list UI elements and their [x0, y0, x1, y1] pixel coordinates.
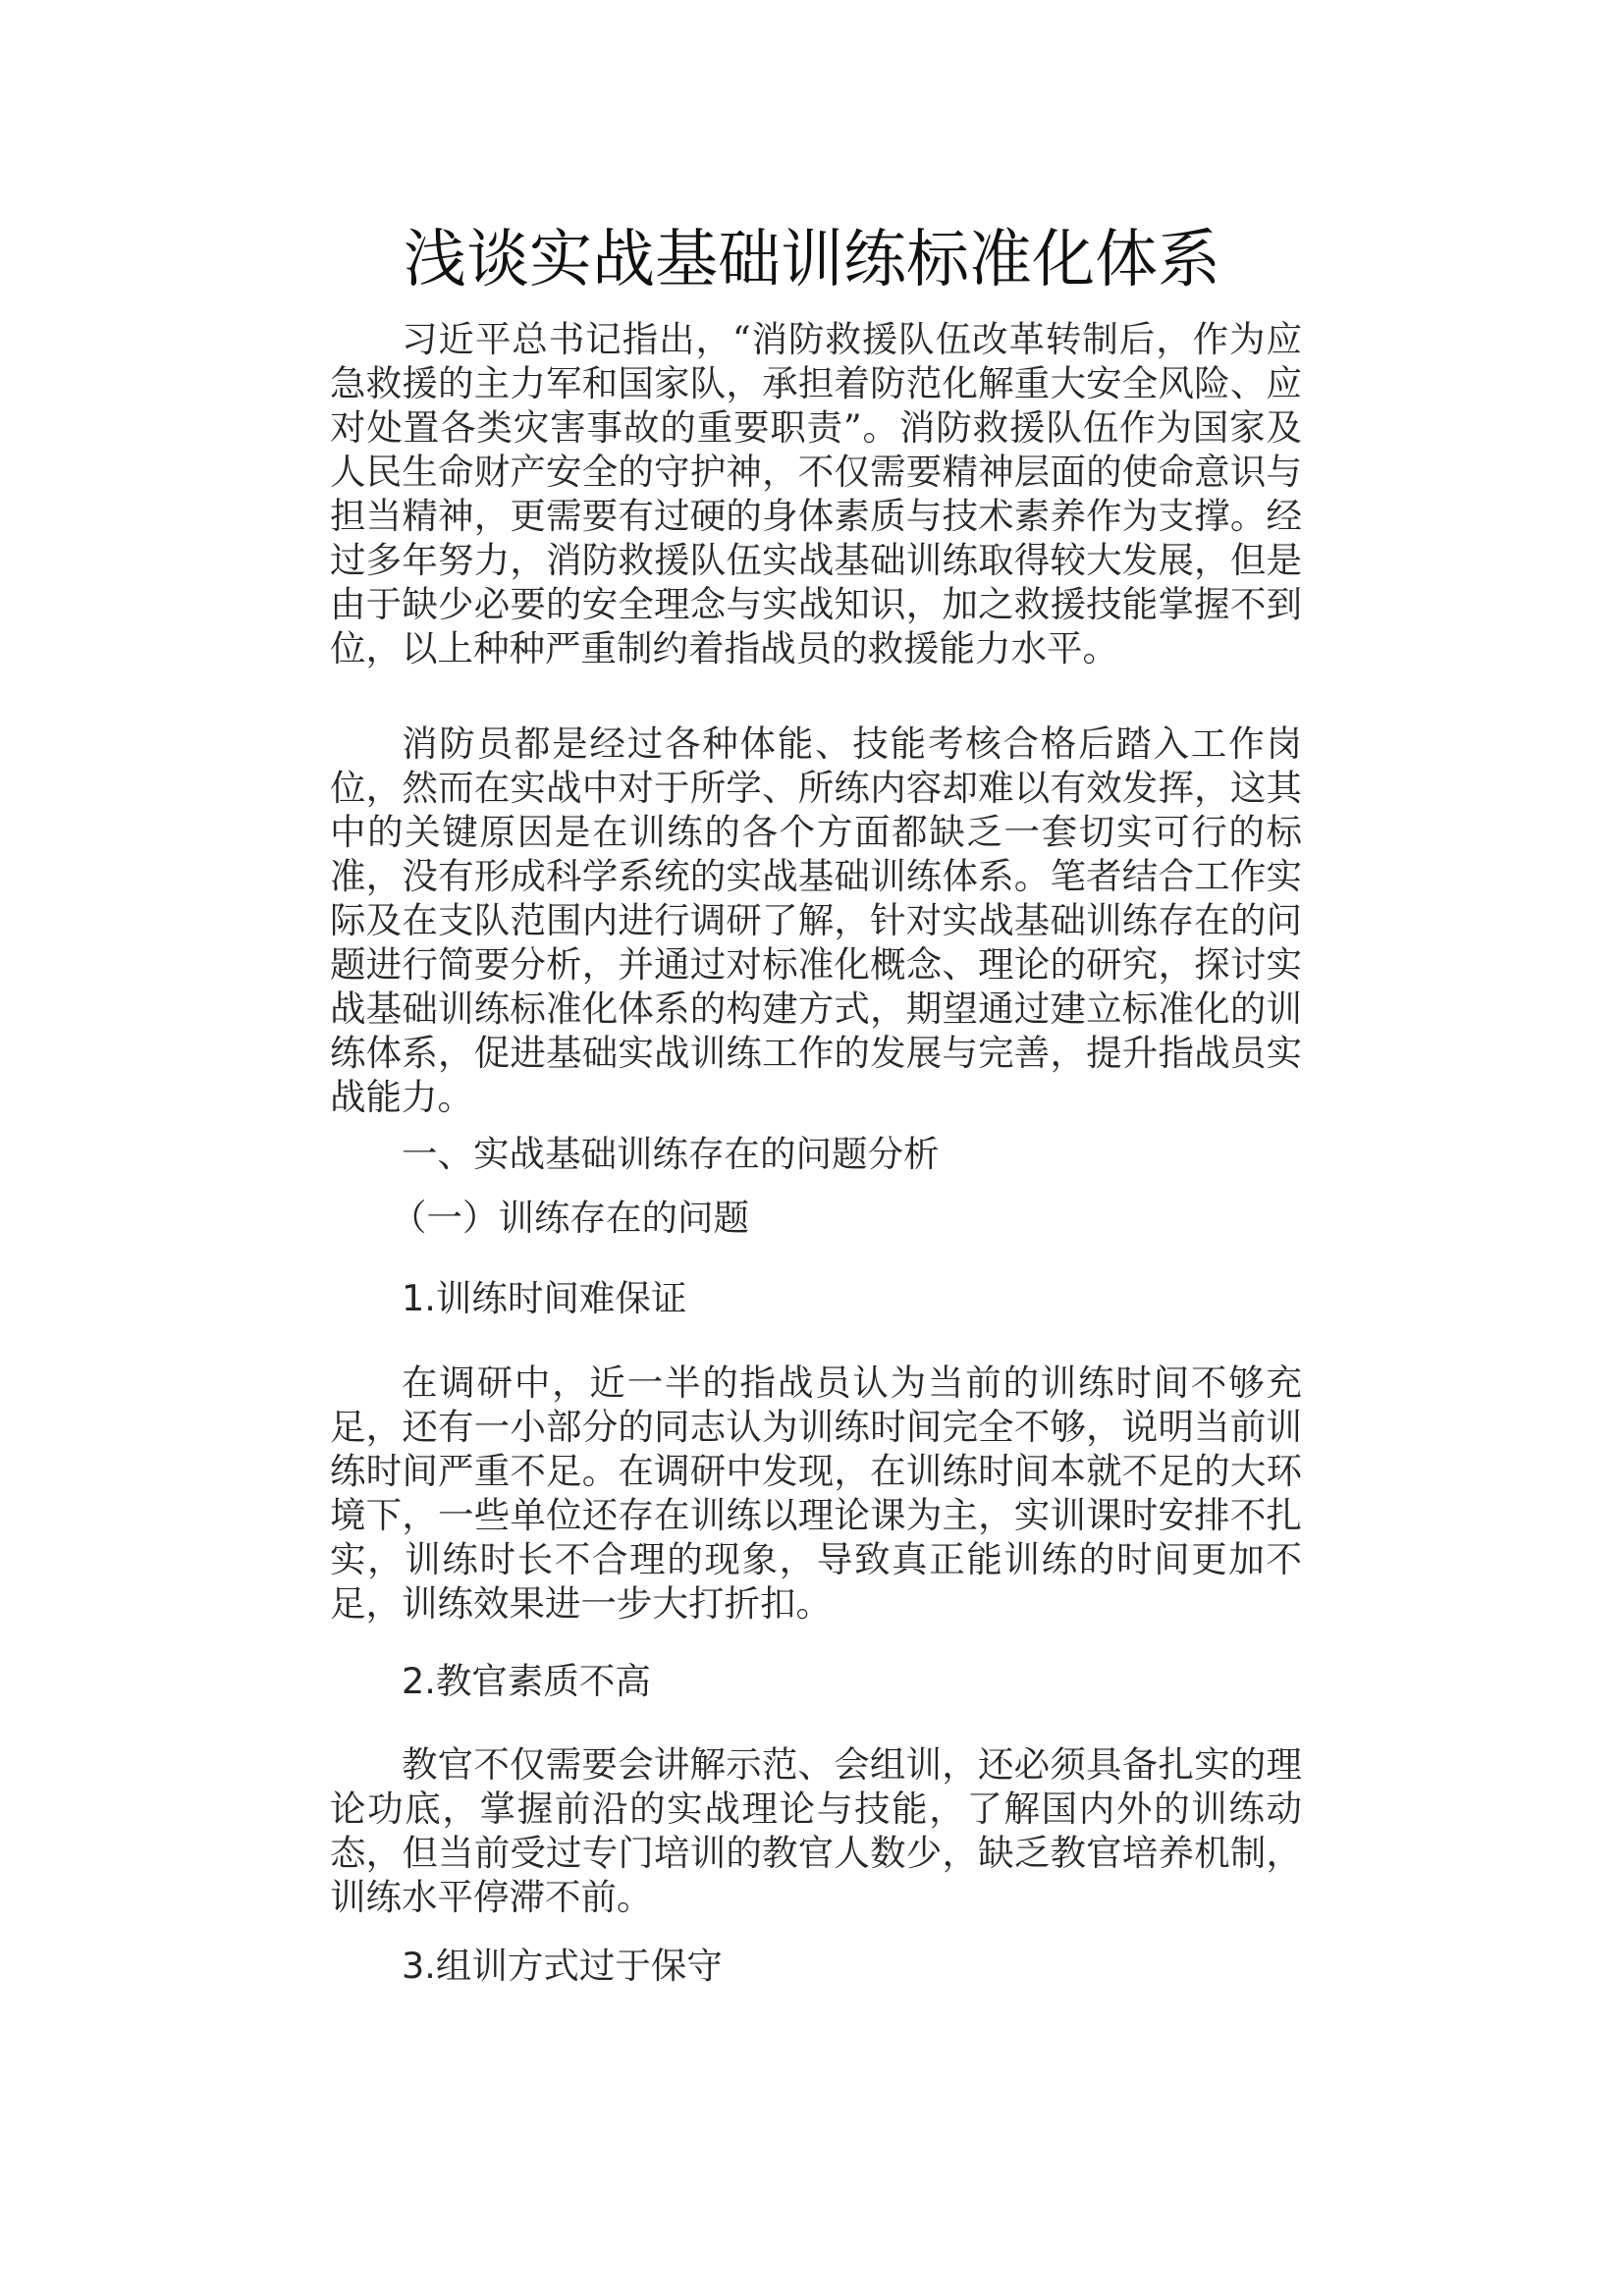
document-title: 浅谈实战基础训练标准化体系 — [404, 224, 1220, 296]
paragraph-background: 消防员都是经过各种体能、技能考核合格后踏入工作岗位，然而在实战中对于所学、所练内容却难以有效发挥，这其中的关键原因是在训练的各个方面都缺乏一套切实可行的标准，没有形成科学系统的实战基础训练体系。笔者结合工作实际及在支队范围内进行调研了解，针对实战基础训练存在的问题进行简要分析，并通过对标准化概念、理论的研究，探讨实战基础训练标准化体系的构建方式，期望通过建立标准化的训练体系，促进基础实战训练工作的发展与完善，提升指战员实战能力。 — [330, 722, 1302, 1118]
paragraph-training-time: 在调研中，近一半的指战员认为当前的训练时间不够充足，还有一小部分的同志认为训练时间完全不够，说明当前训练时间严重不足。在调研中发现，在训练时间本就不足的大环境下，一些单位还存在训练以理论课为主，实训课时安排不扎实，训练时长不合理的现象，导致真正能训练的时间更加不足，训练效果进一步大打折扣。 — [330, 1362, 1302, 1625]
section-heading-problem-analysis: 一、实战基础训练存在的问题分析 — [402, 1133, 940, 1175]
subsection-heading-training-problems: （一）训练存在的问题 — [391, 1197, 750, 1239]
item-heading-training-method: 3.组训方式过于保守 — [402, 1945, 723, 1987]
item-heading-instructor-quality: 2.教官素质不高 — [402, 1660, 651, 1702]
paragraph-instructor-quality: 教官不仅需要会讲解示范、会组训，还必须具备扎实的理论功底，掌握前沿的实战理论与技能，了解国内外的训练动态，但当前受过专门培训的教官人数少，缺乏教官培养机制，训练水平停滞不前。 — [330, 1743, 1302, 1918]
paragraph-intro: 习近平总书记指出，“消防救援队伍改革转制后，作为应急救援的主力军和国家队，承担着防范化解重大安全风险、应对处置各类灾害事故的重要职责”。消防救援队伍作为国家及人民生命财产安全的守护神，不仅需要精神层面的使命意识与担当精神，更需要有过硬的身体素质与技术素养作为支撑。经过多年努力，消防救援队伍实战基础训练取得较大发展，但是由于缺少必要的安全理念与实战知识，加之救援技能掌握不到位，以上种种严重制约着指战员的救援能力水平。 — [330, 318, 1302, 669]
item-heading-training-time: 1.训练时间难保证 — [402, 1277, 687, 1319]
